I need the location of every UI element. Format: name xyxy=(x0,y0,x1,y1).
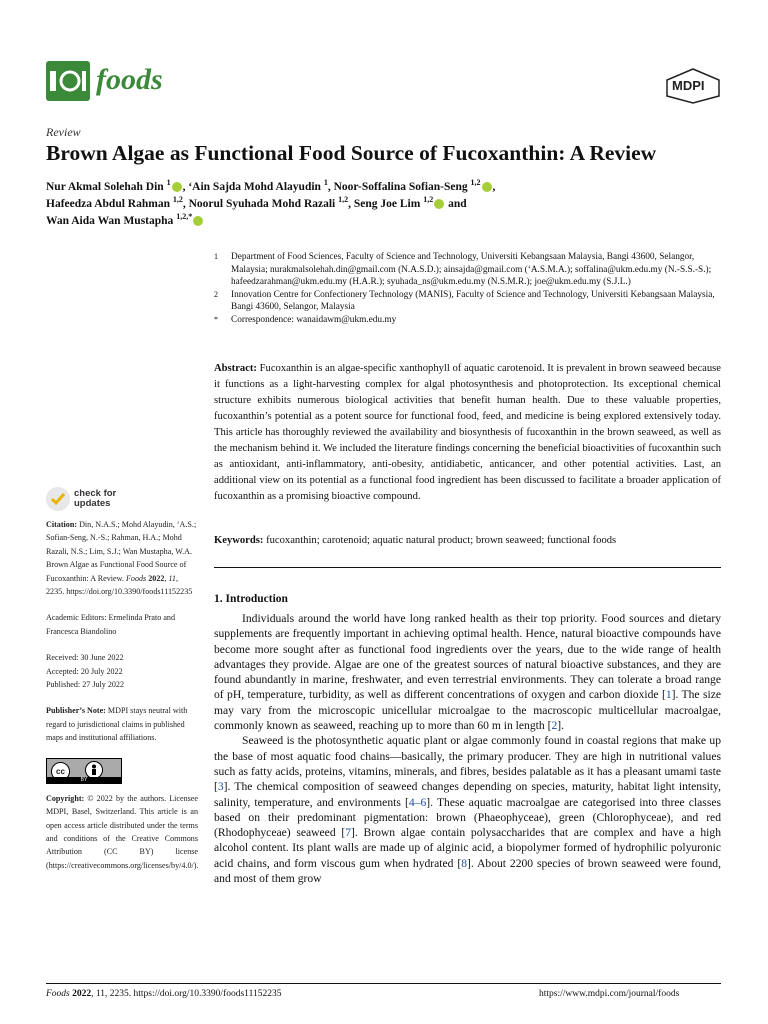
footer-divider xyxy=(46,983,721,984)
affiliation-item: 1 Department of Food Sciences, Faculty of Science and Technology, Universiti Kebangsaan Malaysia, Bangi 43600, Selangor, Malaysia; nurakmalsolehah.din@gmail.com (N.A.S.D.); ainsajda@gmail.com (‘A.S.M.A.); soffalina@ukm.edu.my (N.-S.S.-S.); hafeedzarahman@ukm.edu.my (H.A.R.); syuhada_ns@ukm.edu.my (N.S.M.R.); joe@ukm.edu.my (S.J.L.) xyxy=(214,252,712,288)
article-title: Brown Algae as Functional Food Source of Fucoxanthin: A Review xyxy=(46,141,657,165)
introduction-body xyxy=(214,611,721,886)
author-name: Noor-Soffalina Sofian-Seng xyxy=(333,181,468,193)
section-heading: 1. Introduction xyxy=(214,593,288,605)
journal-name: foods xyxy=(96,63,163,96)
copyright-block: Copyright: © 2022 by the authors. Licensee MDPI, Basel, Switzerland. This article is an open access article distributed under the terms and conditions of the Creative Commons Attribution (CC BY) license (https://creativecommons.org/licenses/by/4.0/). xyxy=(46,793,199,870)
keywords-label: Keywords: xyxy=(214,535,264,546)
citation-link[interactable]: 8 xyxy=(461,856,468,870)
academic-editors: Academic Editors: Ermelinda Prato and Francesca Biandolino xyxy=(46,613,176,636)
publisher-note: Publisher’s Note: MDPI stays neutral with regard to jurisdictional claims in published maps and institutional affiliations. xyxy=(46,706,188,743)
abstract-text: Fucoxanthin is an algae-specific xanthophyll of aquatic carotenoid. It is prevalent in brown seaweed because it functions as a light-harvesting complex for algal photosynthesis and photoprotection. Its exceptional chemical structure exhibits numerous biological activities that benefit human health. Due to these valuable properties, fucoxanthin’s potential as a potent source for functional food, feed, and medicine is being explored extensively today. This article has thoroughly reviewed the availability and biosynthesis of fucoxanthin in the brown seaweed, as well as the mechanism behind it. We included the literature findings concerning the beneficial bioactivities of fucoxanthin such as antioxidant, anti-inflammatory, anti-obesity, antidiabetic, anticancer, and other potential activities. Last, an additional view on its potential as a functional food ingredient has been discussed to facilitate a broader application of fucoxanthin as a promising bioactive compound. xyxy=(214,363,721,502)
author-name: Hafeedza Abdul Rahman xyxy=(46,198,170,210)
paragraph: Individuals around the world have long ranked health as their top priority. Food sources and dietary supplements are frequently important in achieving optimal health. Hence, natural bioactive compounds have become more sought after as functional food ingredients over the years, due to the wide range of health advantages they provide. Algae are one of the greatest sources of natural bioactive substances, and they are found abundantly in marine, freshwater, and even terrestrial environments. They can tolerate a broad range of pH, temperature, turbidity, as well as different concentrations of oxygen and carbon dioxide [1]. The size may vary from the microscopic unicellular microalgae to the macroscopic multicellular macroalgae, commonly known as seaweed, reaching up to more than 60 m in length [2]. xyxy=(214,612,721,733)
sidebar xyxy=(46,518,198,885)
article-type: Review xyxy=(46,125,81,139)
mdpi-logo xyxy=(666,68,720,104)
affiliation-item: 2 Innovation Centre for Confectionery Technology (MANIS), Faculty of Science and Technology, Universiti Kebangsaan Malaysia, Bangi 43600, Selangor, Malaysia xyxy=(214,289,715,313)
keywords xyxy=(214,533,721,549)
check-for-updates-button[interactable]: check for updates xyxy=(74,488,117,509)
orcid-icon[interactable] xyxy=(172,182,182,192)
footer-citation: Foods 2022, 11, 2235. https://doi.org/10.3390/foods11152235 xyxy=(46,989,282,999)
check-for-updates-icon[interactable] xyxy=(46,487,70,511)
citation-link[interactable]: 7 xyxy=(345,826,352,840)
journal-logo-icon xyxy=(46,61,90,101)
publisher-name: MDPI xyxy=(672,78,705,93)
author-name: Noorul Syuhada Mohd Razali xyxy=(188,198,336,210)
correspondence: * Correspondence: wanaidawm@ukm.edu.my xyxy=(214,314,397,325)
orcid-icon[interactable] xyxy=(434,199,444,209)
author-name: Seng Joe Lim xyxy=(353,198,421,210)
orcid-icon[interactable] xyxy=(193,216,203,226)
citation-link[interactable]: 1 xyxy=(665,688,672,702)
orcid-icon[interactable] xyxy=(482,182,492,192)
journal-url-link[interactable]: https://www.mdpi.com/journal/foods xyxy=(539,989,680,999)
author-name: ‘Ain Sajda Mohd Alayudin xyxy=(188,181,321,193)
keywords-text: fucoxanthin; carotenoid; aquatic natural product; brown seaweed; functional foods xyxy=(266,535,617,546)
dates xyxy=(46,651,198,691)
citation-block: Citation: Din, N.A.S.; Mohd Alayudin, ‘A.S.; Sofian-Seng, N.-S.; Rahman, H.A.; Mohd Razali, N.S.; Lim, S.J.; Wan Mustapha, W.A. Brown Algae as Functional Food Source of Fucoxanthin: A Review. Foods 2022, 11, 2235. https://doi.org/10.3390/foods11152235 xyxy=(46,520,197,597)
author-list: Nur Akmal Solehah Din $^1$ , ‘Ain Sajda Mohd Alayudin $^1$, Noor-Soffalina Sofian-Seng $^{1,2}$ , Hafeedza Abdul Rahman $^{1,2}$, Noorul Syuhada Mohd Razali $^{1,2}$, Seng Joe Lim $^{1,2}$ and Wan Aida Wan Mustapha $^{1,2,*}$ xyxy=(46,178,496,227)
citation-link[interactable]: 3 xyxy=(217,780,224,794)
paragraph: Seaweed is the photosynthetic aquatic plant or algae commonly found in coastal regions that make up the base of most aquatic food chains—basically, the primary producer. They are high in nutritional values such as fatty acids, proteins, vitamins, minerals, and fibres, besides palatable as it has a pleasant umami taste [3]. The chemical composition of seaweed changes depending on species, maturity, habitat light intensity, salinity, temperature, and environments [4–6]. These aquatic macroalgae are categorised into three classes based on their predominant pigmentation: brown (Phaeophyceae), green (Chlorophyceae), and red (Rhodophyceae) seaweed [7]. Brown algae contain polysaccharides that are complex and have a high alcohol content. Its plant walls are made up of alginic acid, a biopolymer formed of hydrophilic polyuronic acid chains, and form viscous gum when hydrated [8]. About 2200 species of brown seaweed were found, and most of them grow xyxy=(214,734,721,886)
accepted-date: Accepted: 20 July 2022 xyxy=(46,666,123,676)
abstract-label: Abstract: xyxy=(214,363,257,374)
section-divider xyxy=(214,567,721,568)
citation-link[interactable]: 4–6 xyxy=(408,795,427,809)
cc-by-license-icon[interactable]: cc BY xyxy=(46,758,122,784)
abstract xyxy=(214,361,721,505)
affiliations xyxy=(214,251,724,327)
author-name: Wan Aida Wan Mustapha xyxy=(46,215,174,227)
published-date: Published: 27 July 2022 xyxy=(46,680,125,690)
citation-link[interactable]: 2 xyxy=(551,719,558,733)
author-name: Nur Akmal Solehah Din xyxy=(46,181,164,193)
received-date: Received: 30 June 2022 xyxy=(46,653,124,663)
